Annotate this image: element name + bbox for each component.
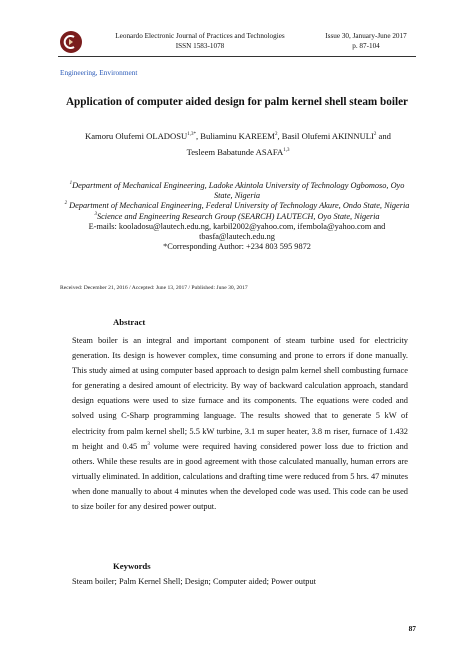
author-list: Kamoru Olufemi $OLADOSU^{1,3*}$, Buliaminu KAREEM$^2$, Basil Olufemi AKINNULI$^2$ and Tesleem Babatunde ASAFA$^{1,3}$ <box>85 131 391 157</box>
corresponding-author: *Corresponding Author: +234 803 595 9872 <box>163 242 311 252</box>
affiliation-1: $^1$Department of Mechanical Engineering, Ladoke Akintola University of Technology Ogbomoso, Oyo State, Nigeria <box>69 181 405 201</box>
abstract-heading: Abstract <box>113 317 146 327</box>
author-superscript: 1,3 <box>283 148 290 154</box>
author-name: Basil Olufemi AKINNULI <box>281 131 374 141</box>
issue-header <box>318 32 414 51</box>
paper-title: Application of computer aided design for palm kernel shell steam boiler <box>65 96 409 108</box>
affiliation-3: $^3$Science and Engineering Research Group (SEARCH) LAUTECH, Oyo State, Nigeria <box>94 211 380 221</box>
journal-name: Leonardo Electronic Journal of Practices and Technologies <box>115 32 285 40</box>
header-divider <box>58 56 416 57</box>
abstract-superscript: 3 <box>147 441 150 447</box>
journal-logo-icon <box>60 31 82 53</box>
author-emails: E-mails: kooladosu@lautech.edu.ng, karbil2002@yahoo.com, ifembola@yahoo.com and tbasfa@lautech.edu.ng <box>88 221 386 242</box>
author-superscript: 2 <box>373 132 377 138</box>
keywords-heading: Keywords <box>113 561 151 571</box>
affiliations <box>62 181 412 252</box>
author-name: Tesleem Babatunde ASAFA <box>186 147 284 157</box>
affiliation-superscript: 3 <box>94 211 97 217</box>
page-number: 87 <box>408 624 416 633</box>
affiliation-superscript: 2 <box>64 201 68 207</box>
author-superscript: 1,3* <box>187 132 196 138</box>
author-superscript: 2 <box>274 132 278 138</box>
author-name: Kamoru Olufemi OLADOSU <box>85 131 188 141</box>
affiliation-2: $^2$ Department of Mechanical Engineering, Federal University of Technology Akure, Ondo State, Nigeria <box>64 201 410 211</box>
keywords-list: Steam boiler; Palm Kernel Shell; Design; Computer aided; Power output <box>72 577 316 586</box>
page-range: p. 87-104 <box>352 41 380 50</box>
author-name: Buliaminu KAREEM <box>200 131 275 141</box>
affiliation-superscript: 1 <box>69 181 73 187</box>
issue-number: Issue 30, January-June 2017 <box>325 32 407 40</box>
author-conjunction: and <box>378 131 391 141</box>
category-link[interactable]: Engineering, Environment <box>60 68 138 77</box>
journal-header <box>90 32 310 51</box>
publication-dates: Received: December 21, 2016 / Accepted: June 13, 2017 / Published: June 30, 2017 <box>60 285 248 291</box>
journal-issn: ISSN 1583-1078 <box>175 41 225 50</box>
abstract-body: Steam boiler is an integral and important component of steam turbine used for electricity generation. Its design is however complex, time consuming and prone to errors if done manually. This study aimed at using computer based approach to design palm kernel shell combusting furnace for generating a desired amount of electricity. By way of backward calculation approach, standard design equations were used to size furnace and its components. The equations were coded and solved using C-Sharp programming language. The results showed that to generate 5 kW of electricity from palm kernel shell; 5.5 kW turbine, 3.1 m super heater, 3.8 m riser, furnace of 1.432 m height and 0.45 $m^3$ volume were required having considered power loss due to friction and others. While these results are in good agreement with those calculated manually, human errors are virtually eliminated. In addition, calculations and drafting time were reduced from 5 hrs. 47 minutes when done manually to about 4 minutes when the developed code was used. This code can be used to size boiler for any desired power output. <box>72 336 408 512</box>
